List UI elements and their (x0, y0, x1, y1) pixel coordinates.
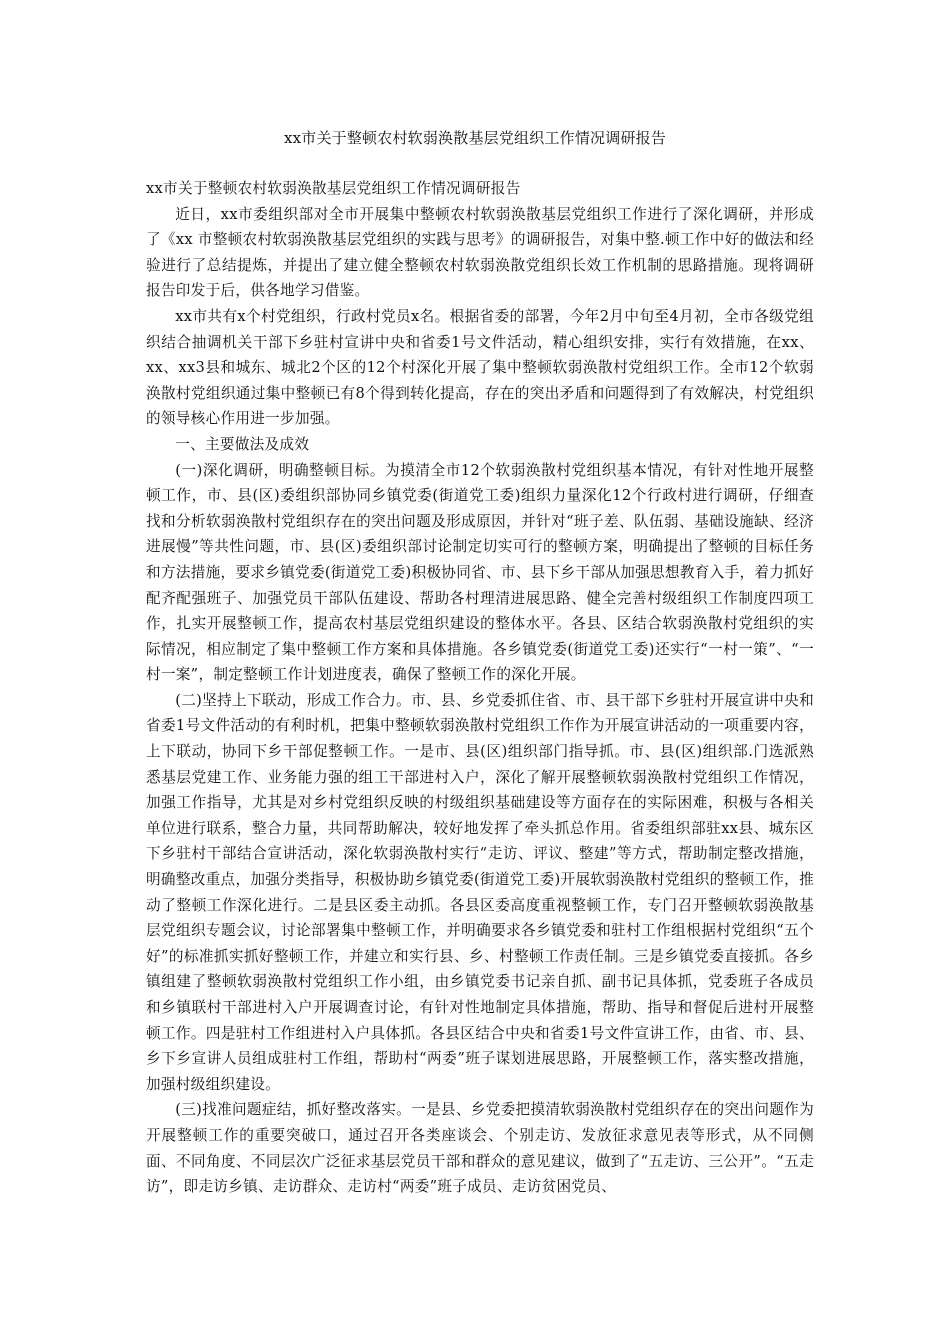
paragraph-section-2: (二)坚持上下联动，形成工作合力。市、县、乡党委抓住省、市、县干部下乡驻村开展宣讲中央和省委1号文件活动的有利时机，把集中整顿软弱涣散村党组织工作作为开展宣讲活动的一项重要内容，上下联动，协同下乡干部促整顿工作。一是市、县(区)组织部门指导抓。市、县(区)组织部.门选派熟悉基层党建工作、业务能力强的组工干部进村入户，深化了解开展整顿软弱涣散村党组织工作情况，加强工作指导，尤其是对乡村党组织反映的村级组织基础建设等方面存在的实际困难，积极与各相关单位进行联系，整合力量，共同帮助解决，较好地发挥了牵头抓总作用。省委组织部驻xx县、城东区下乡驻村干部结合宣讲活动，深化软弱涣散村实行“走访、评议、整建”等方式，帮助制定整改措施，明确整改重点，加强分类指导，积极协助乡镇党委(街道党工委)开展软弱涣散村党组织的整顿工作，推动了整顿工作深化进行。二是县区委主动抓。各县区委高度重视整顿工作，专门召开整顿软弱涣散基层党组织专题会议，讨论部署集中整顿工作，并明确要求各乡镇党委和驻村工作组根据村党组织“五个好”的标准抓实抓好整顿工作，并建立和实行县、乡、村整顿工作责任制。三是乡镇党委直接抓。各乡镇组建了整顿软弱涣散村党组织工作小组，由乡镇党委书记亲自抓、副书记具体抓，党委班子各成员和乡镇联村干部进村入户开展调查讨论，有针对性地制定具体措施，帮助、指导和督促后进村开展整顿工作。四是驻村工作组进村入户具体抓。各县区结合中央和省委1号文件宣讲工作，由省、市、县、乡下乡宣讲人员组成驻村工作组，帮助村“两委”班子谋划进展思路，开展整顿工作，落实整改措施，加强村级组织建设。 (146, 691, 814, 1093)
document-title: xx市关于整顿农村软弱涣散基层党组织工作情况调研报告 (283, 129, 667, 147)
paragraph-section-3: (三)找准问题症结，抓好整改落实。一是县、乡党委把摸清软弱涣散村党组织存在的突出问题作为开展整顿工作的重要突破口，通过召开各类座谈会、个别走访、发放征求意见表等形式，从不同侧面、不同角度、不同层次广泛征求基层党员干部和群众的意见建议，做到了“五走访、三公开”。“五走访”，即走访乡镇、走访群众、走访村“两委”班子成员、走访贫困党员、 (146, 1101, 814, 1196)
section-heading-main-practices: 一、主要做法及成效 (175, 435, 310, 453)
document-subtitle: xx市关于整顿农村软弱涣散基层党组织工作情况调研报告 (146, 180, 521, 197)
paragraph-overview: xx市共有x个村党组织，行政村党员x名。根据省委的部署，今年2月中旬至4月初，全市各级党组织结合抽调机关干部下乡驻村宣讲中央和省委1号文件活动，精心组织安排，实行有效措施，在xx、xx、xx3县和城东、城北2个区的12个村深化开展了集中整顿软弱涣散村党组织工作。全市12个软弱涣散村党组织通过集中整顿已有8个得到转化提高，存在的突出矛盾和问题得到了有效解决，村党组织的领导核心作用进一步加强。 (146, 307, 814, 428)
paragraph-section-1: (一)深化调研，明确整顿目标。为摸清全市12个软弱涣散村党组织基本情况，有针对性地开展整顿工作，市、县(区)委组织部协同乡镇党委(街道党工委)组织力量深化12个行政村进行调研，仔细查找和分析软弱涣散村党组织存在的突出问题及形成原因，并针对“班子差、队伍弱、基础设施缺、经济进展慢”等共性问题，市、县(区)委组织部讨论制定切实可行的整顿方案，明确提出了整顿的目标任务和方法措施，要求乡镇党委(街道党工委)积极协同省、市、县下乡干部从加强思想教育入手，着力抓好配齐配强班子、加强党员干部队伍建设、帮助各村理清进展思路、健全完善村级组织工作制度四项工作，扎实开展整顿工作，提高农村基层党组织建设的整体水平。各县、区结合软弱涣散村党组织的实际情况，相应制定了集中整顿工作方案和具体措施。各乡镇党委(街道党工委)还实行“一村一策”、“一村一案”，制定整顿工作计划进度表，确保了整顿工作的深化开展。 (146, 461, 814, 684)
document-body (146, 176, 814, 1200)
paragraph-intro: 近日，xx市委组织部对全市开展集中整顿农村软弱涣散基层党组织工作进行了深化调研，并形成了《xx 市整顿农村软弱涣散基层党组织的实践与思考》的调研报告，对集中整.顿工作中好的做法和经验进行了总结提炼，并提出了建立健全整顿农村软弱涣散党组织长效工作机制的思路措施。现将调研报告印发于后，供各地学习借鉴。 (146, 205, 814, 300)
